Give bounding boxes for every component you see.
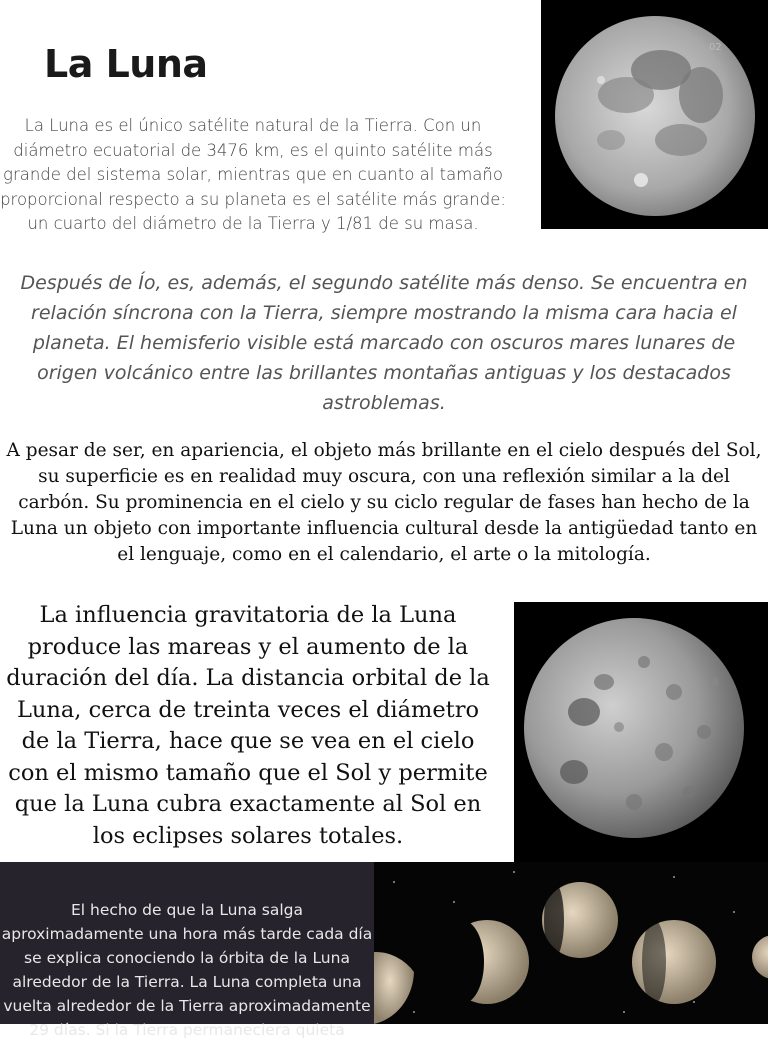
image-label: 02 bbox=[709, 42, 722, 53]
serif-paragraph: A pesar de ser, en apariencia, el objeto más brillante en el cielo después del Sol, su superficie es en realidad muy oscura, con una reflexión similar a la del carbón. Su prominencia en el cielo y su ciclo regular de fases han hecho de la Luna un objeto con importante influencia cultural desde la antigüedad tanto en el lenguaje, como en el calendario, el arte o la mitología. bbox=[6, 440, 762, 565]
italic-paragraph: Después de Ío, es, además, el segundo satélite más denso. Se encuentra en relación síncrona con la Tierra, siempre mostrando la misma cara hacia el planeta. El hemisferio visible está marcado con oscuros mares lunares de origen volcánico entre las brillantes montañas antiguas y los destacados astroblemas. bbox=[20, 272, 748, 414]
moon-phases-illustration bbox=[374, 862, 768, 1024]
full-moon-image bbox=[541, 0, 768, 229]
moon-phases-image bbox=[374, 862, 768, 1024]
full-moon-illustration bbox=[541, 0, 768, 229]
cratered-moon-illustration bbox=[514, 602, 768, 862]
intro-paragraph: La Luna es el único satélite natural de la Tierra. Con un diámetro ecuatorial de 3476 km, es el quinto satélite más grande del sistema solar, mientras que en cuanto al tamaño proporcional respecto a su planeta es el satélite más grande: un cuarto del diámetro de la Tierra y 1/81 de su masa. bbox=[0, 116, 506, 233]
dark-panel-paragraph: El hecho de que la Luna salga aproximadamente una hora más tarde cada día se explica conociendo la órbita de la Luna alrededor de la Tierra. La Luna completa una vuelta alrededor de la Tierra aproximadamente 29 días. Si la Tierra permaneciera quieta bbox=[1, 901, 373, 1039]
cratered-moon-image bbox=[514, 602, 768, 862]
large-serif-paragraph: La influencia gravitatoria de la Luna produce las mareas y el aumento de la duración del día. La distancia orbital de la Luna, cerca de treinta veces el diámetro de la Tierra, hace que se vea en el cielo con el mismo tamaño que el Sol y permite que la Luna cubra exactamente al Sol en los eclipses solares totales. bbox=[6, 602, 490, 849]
page-title: La Luna bbox=[44, 42, 208, 86]
